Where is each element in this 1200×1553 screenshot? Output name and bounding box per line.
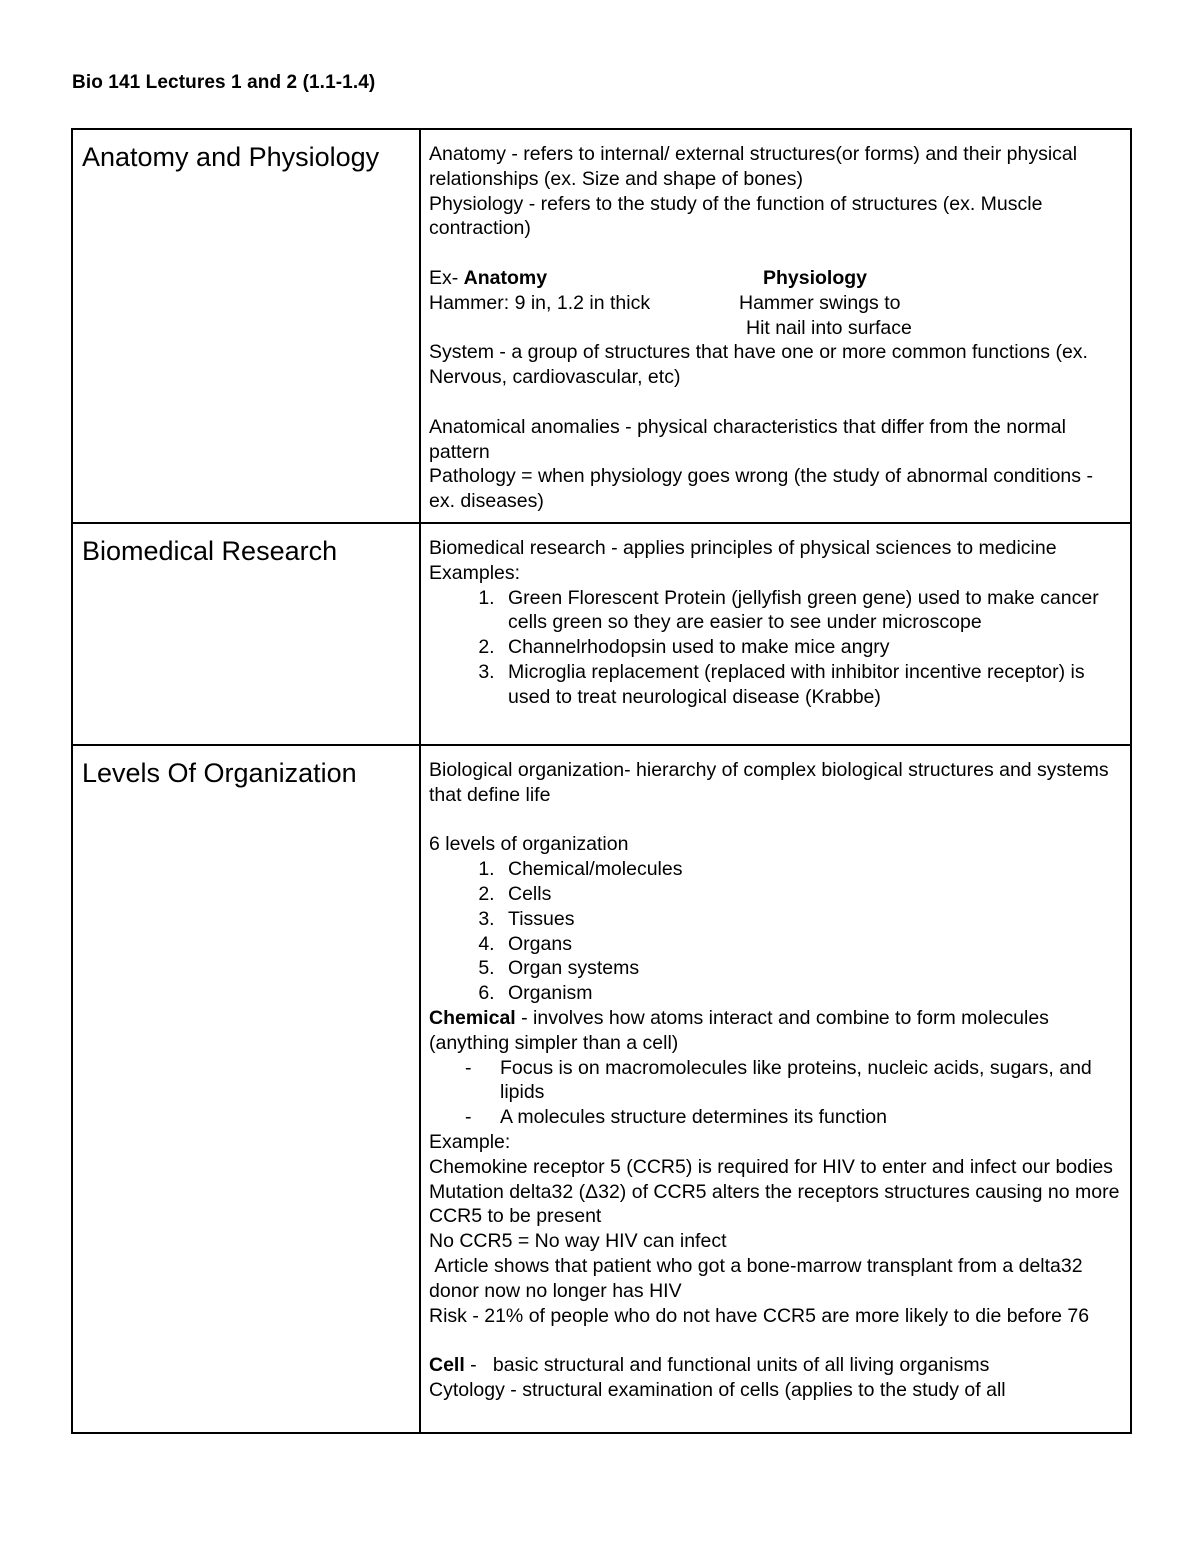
list-item: 2. Channelrhodopsin used to make mice angry <box>500 635 1120 660</box>
cell-definition <box>429 1353 1120 1378</box>
pathology-definition: Pathology = when physiology goes wrong (the study of abnormal conditions - ex. diseases) <box>429 465 1093 513</box>
table-row <box>72 129 1131 523</box>
topic-heading: Anatomy and Physiology <box>82 142 380 172</box>
examples-label: Examples: <box>429 561 521 584</box>
content-cell <box>420 745 1131 1433</box>
chemical-definition <box>429 1006 1120 1056</box>
list-item: 1. Chemical/molecules <box>500 857 1120 882</box>
topic-heading: Levels Of Organization <box>82 758 357 788</box>
topic-heading: Biomedical Research <box>82 536 338 566</box>
list-item: 3. Microglia replacement (replaced with inhibitor incentive receptor) is used to treat neurological disease (Krabbe) <box>500 660 1120 710</box>
table-row <box>72 523 1131 745</box>
chemical-term: Chemical <box>429 1006 516 1029</box>
chemical-points-list <box>429 1056 1120 1130</box>
table-row <box>72 745 1131 1433</box>
anomalies-definition: Anatomical anomalies - physical characteristics that differ from the normal pattern <box>429 415 1066 463</box>
dash-marker: - <box>465 1106 472 1129</box>
examples-list <box>429 586 1120 710</box>
notes-table <box>71 128 1132 1434</box>
ccr5-line: Chemokine receptor 5 (CCR5) is required for HIV to enter and infect our bodies <box>429 1155 1113 1178</box>
physiology-definition: Physiology - refers to the study of the function of structures (ex. Muscle contraction) <box>429 192 1043 240</box>
list-item: 5. Organ systems <box>500 956 1120 981</box>
list-item: 3. Tissues <box>500 907 1120 932</box>
anatomy-definition: Anatomy - refers to internal/ external structures(or forms) and their physical relationships (ex. Size and shape of bones) <box>429 143 1078 190</box>
system-definition: System - a group of structures that have one or more common functions (ex. Nervous, cardiovascular, etc) <box>429 341 1088 389</box>
cell-def-text: - basic structural and functional units of all living organisms <box>464 1354 990 1377</box>
ccr5-line: No CCR5 = No way HIV can infect <box>429 1230 727 1253</box>
document-title: Bio 141 Lectures 1 and 2 (1.1-1.4) <box>72 72 376 93</box>
cytology-definition: Cytology - structural examination of cells (applies to the study of all <box>429 1378 1006 1401</box>
list-item <box>429 1105 1120 1130</box>
content-cell <box>420 129 1131 523</box>
example-anatomy-text: Hammer: 9 in, 1.2 in thick <box>429 291 651 314</box>
example-row <box>429 316 1120 341</box>
content-cell <box>420 523 1131 745</box>
ccr5-line: Mutation delta32 (Δ32) of CCR5 alters the receptors structures causing no more CCR5 to be present <box>429 1180 1120 1228</box>
list-item: 4. Organs <box>500 932 1120 957</box>
list-item-text: A molecules structure determines its function <box>500 1106 887 1129</box>
organization-definition: Biological organization- hierarchy of complex biological structures and systems that define life <box>429 759 1109 806</box>
example-physiology-text-2: Hit nail into surface <box>746 316 912 339</box>
example-header <box>429 266 1120 291</box>
levels-list <box>429 857 1120 1006</box>
cell-term: Cell <box>429 1354 465 1377</box>
example-label: Example: <box>429 1130 511 1153</box>
example-physiology-label: Physiology <box>763 266 868 289</box>
example-row <box>429 291 1120 316</box>
levels-label: 6 levels of organization <box>429 833 629 856</box>
topic-cell <box>72 523 420 745</box>
ccr5-line: Article shows that patient who got a bone-marrow transplant from a delta32 donor now no longer has HIV <box>429 1254 1089 1302</box>
list-item: 1. Green Florescent Protein (jellyfish green gene) used to make cancer cells green so they are easier to see under microscope <box>500 586 1120 636</box>
chemical-def-text: - involves how atoms interact and combine to form molecules (anything simpler than a cell) <box>429 1006 1049 1054</box>
example-anatomy-label: Anatomy <box>463 266 548 289</box>
dash-marker: - <box>465 1056 472 1079</box>
example-prefix: Ex- <box>429 266 464 289</box>
list-item-text: Focus is on macromolecules like proteins, nucleic acids, sugars, and lipids <box>500 1056 1092 1104</box>
list-item: 6. Organism <box>500 981 1120 1006</box>
ccr5-line: Risk - 21% of people who do not have CCR5 are more likely to die before 76 <box>429 1304 1090 1327</box>
list-item <box>429 1056 1120 1106</box>
example-physiology-text: Hammer swings to <box>739 291 901 314</box>
topic-cell <box>72 129 420 523</box>
list-item: 2. Cells <box>500 882 1120 907</box>
topic-cell <box>72 745 420 1433</box>
biomedical-definition: Biomedical research - applies principles of physical sciences to medicine <box>429 537 1057 559</box>
